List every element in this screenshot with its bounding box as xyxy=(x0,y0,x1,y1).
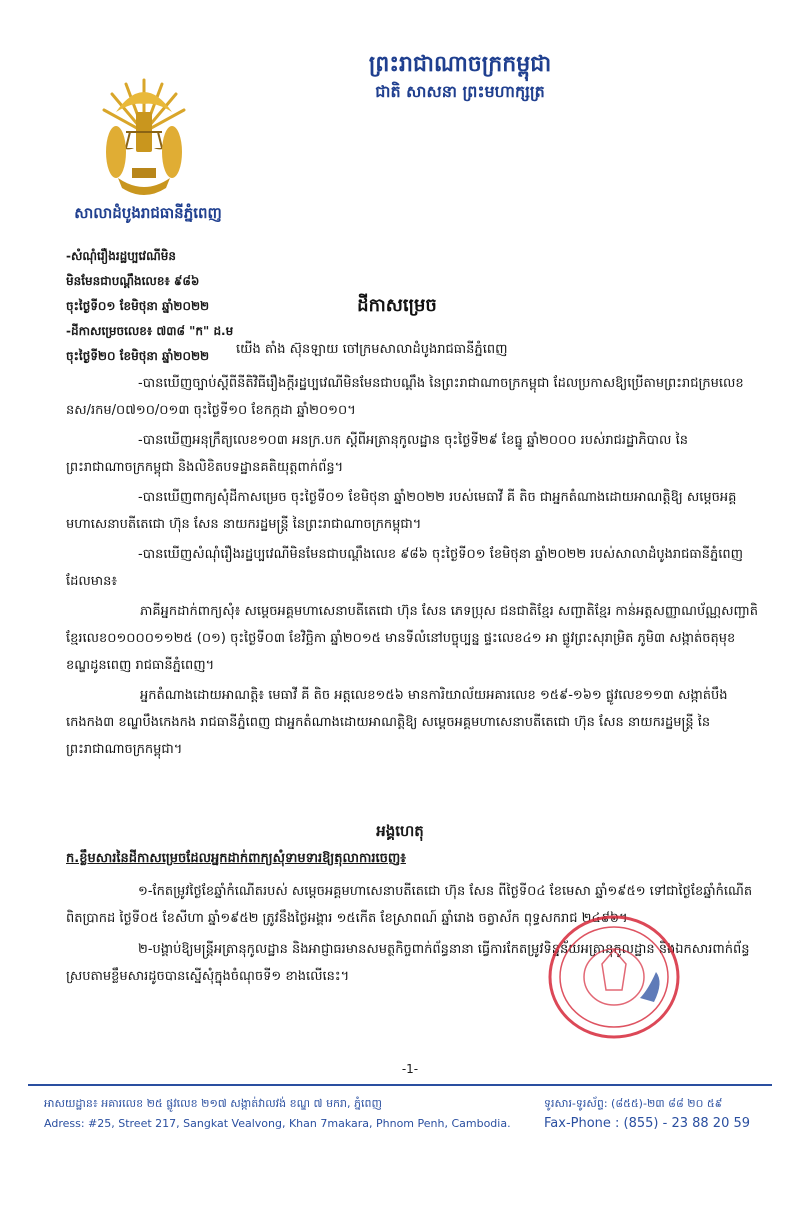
court-seal-icon xyxy=(544,912,684,1042)
footer-address xyxy=(44,1094,514,1134)
judge-statement: យើង តាំង ស៊ុនឡាយ ចៅក្រមសាលាដំបូងរាជធានីភ្នំពេញ xyxy=(236,342,508,357)
phone-khmer: ទូរសារ-ទូរស័ព្ទ: (៨៥៥)-២៣ ៨៨ ២០ ៥៩ xyxy=(544,1097,723,1110)
list-item: ២-បង្គាប់ឱ្យមន្ត្រីអត្រានុកូលដ្ឋាន និងអាជ្ញាធរមានសមត្ថកិច្ចពាក់ព័ន្ធនានា ធ្វើការកែតម្រូវទិន្នន័យអត្រានុកូលដ្ឋាន និងឯកសារពាក់ព័ន្ធ ស្របតាមខ្លឹមសារដូចបានស្នើសុំក្នុងចំណុចទី១ ខាងលើនេះ។ xyxy=(66,942,750,984)
national-motto: ជាតិ សាសនា ព្រះមហាក្សត្រ xyxy=(375,82,545,101)
court-name: សាលាដំបូងរាជធានីភ្នំពេញ xyxy=(74,204,222,222)
royal-emblem-icon xyxy=(96,72,192,202)
footer-divider xyxy=(28,1084,772,1086)
document-title: ដីកាសម្រេច xyxy=(357,295,437,316)
paragraph: -បានឃើញអនុក្រឹត្យលេខ១០៣ អនក្រ.បក ស្តីពីអត្រានុកូលដ្ឋាន ចុះថ្ងៃទី២៩ ខែធ្នូ ឆ្នាំ២០០០ របស់រាជរដ្ឋាភិបាល នៃព្រះរាជាណាចក្រកម្ពុជា និងលិខិតបទដ្ឋានគតិយុត្តពាក់ព័ន្ធ។ xyxy=(66,433,688,475)
kingdom-motto xyxy=(340,50,580,104)
paragraph: ភាគីអ្នកដាក់ពាក្យសុំ៖ សម្តេចអគ្គមហាសេនាបតីតេជោ ហ៊ុន សែន ភេទប្រុស ជនជាតិខ្មែរ សញ្ជាតិខ្មែរ កាន់អត្តសញ្ញាណប័ណ្ណសញ្ជាតិខ្មែរលេខ០១០០០១១២៥ (០១) ចុះថ្ងៃទី០៣ ខែវិច្ឆិកា ឆ្នាំ២០១៥ មានទីលំនៅបច្ចុប្បន្ន ផ្ទះលេខ៤១ អា ផ្លូវព្រះសុរាម្រិត ភូមិ៣ សង្កាត់ចតុមុខ ខណ្ឌដូនពេញ រាជធានីភ្នំពេញ។ xyxy=(66,604,758,673)
fax-phone: Fax-Phone : (855) - 23 88 20 59 xyxy=(544,1116,751,1131)
sub-heading: ក.ខ្លឹមសារនៃដីកាសម្រេចដែលអ្នកដាក់ពាក្យសុំទាមទារឱ្យតុលាការចេញ៖ xyxy=(66,851,406,866)
page-number: -1- xyxy=(401,1062,419,1076)
reference-line: មិនមែនជាបណ្តឹងលេខ៖ ៩៨៦ xyxy=(66,274,200,288)
reference-line: -សំណុំរឿងរដ្ឋប្បវេណីមិន xyxy=(66,249,176,263)
reference-line: ចុះថ្ងៃទី២០ ខែមិថុនា ឆ្នាំ២០២២ xyxy=(66,349,210,363)
kingdom-title: ព្រះរាជាណាចក្រកម្ពុជា xyxy=(368,52,552,77)
paragraph: អ្នកតំណាងដោយអាណត្តិ៖ មេធាវី គី តិច អត្តលេខ១៥៦ មានការិយាល័យអគារលេខ ១៥៩-១៦១ ផ្លូវលេខ១១៣ សង្កាត់បឹងកេងកង៣ ខណ្ឌបឹងកេងកង រាជធានីភ្នំពេញ ជាអ្នកតំណាងដោយអាណត្តិឱ្យ សម្តេចអគ្គមហាសេនាបតីតេជោ ហ៊ុន សែន នាយករដ្ឋមន្ត្រី នៃព្រះរាជាណាចក្រកម្ពុជា។ xyxy=(66,688,728,757)
footer-contact xyxy=(544,1094,774,1134)
paragraph: -បានឃើញសំណុំរឿងរដ្ឋប្បវេណីមិនមែនជាបណ្តឹងលេខ ៩៨៦ ចុះថ្ងៃទី០១ ខែមិថុនា ឆ្នាំ២០២២ របស់សាលាដំបូងរាជធានីភ្នំពេញ ដែលមាន៖ xyxy=(66,547,744,589)
paragraph: -បានឃើញច្បាប់ស្តីពីនីតិវិធីរឿងក្តីរដ្ឋប្បវេណីមិនមែនជាបណ្តឹង នៃព្រះរាជាណាចក្រកម្ពុជា ដែលប្រកាសឱ្យប្រើតាមព្រះរាជក្រមលេខ នស/រកម/០៧១០/០១៣ ចុះថ្ងៃទី១០ ខែកក្កដា ឆ្នាំ២០១០។ xyxy=(66,376,744,418)
reference-line: -ដីកាសម្រេចលេខ៖ ៧៣៨ "ក" ដ.ម xyxy=(66,324,234,338)
list-item: ១-កែតម្រូវថ្ងៃខែឆ្នាំកំណើតរបស់ សម្តេចអគ្គមហាសេនាបតីតេជោ ហ៊ុន សែន ពីថ្ងៃទី០៤ ខែមេសា ឆ្នាំ១៩៥១ ទៅជាថ្ងៃខែឆ្នាំកំណើតពិតប្រាកដ ថ្ងៃទី០៥ ខែសីហា ឆ្នាំ១៩៥២ ត្រូវនឹងថ្ងៃអង្គារ ១៥កើត ខែស្រាពណ៍ ឆ្នាំរោង ចត្វាស័ក ពុទ្ធសករាជ ២៤៩៦។ xyxy=(66,884,753,926)
section-title: អង្គហេតុ xyxy=(376,822,424,840)
address-khmer: អាសយដ្ឋាន៖ អគារលេខ ២៥ ផ្លូវលេខ ២១៧ សង្កាត់វាលវង់ ខណ្ឌ ៧ មករា, ភ្នំពេញ xyxy=(44,1097,382,1110)
document-body xyxy=(66,370,760,766)
reference-line: ចុះថ្ងៃទី០១ ខែមិថុនា ឆ្នាំ២០២២ xyxy=(66,299,210,313)
address-english: Adress: #25, Street 217, Sangkat Vealvong, Khan 7makara, Phnom Penh, Cambodia. xyxy=(44,1117,511,1130)
paragraph: -បានឃើញពាក្យសុំដីកាសម្រេច ចុះថ្ងៃទី០១ ខែមិថុនា ឆ្នាំ២០២២ របស់មេធាវី គី តិច ជាអ្នកតំណាងដោយអាណត្តិឱ្យ សម្តេចអគ្គមហាសេនាបតីតេជោ ហ៊ុន សែន នាយករដ្ឋមន្ត្រី នៃព្រះរាជាណាចក្រកម្ពុជា។ xyxy=(66,490,737,532)
